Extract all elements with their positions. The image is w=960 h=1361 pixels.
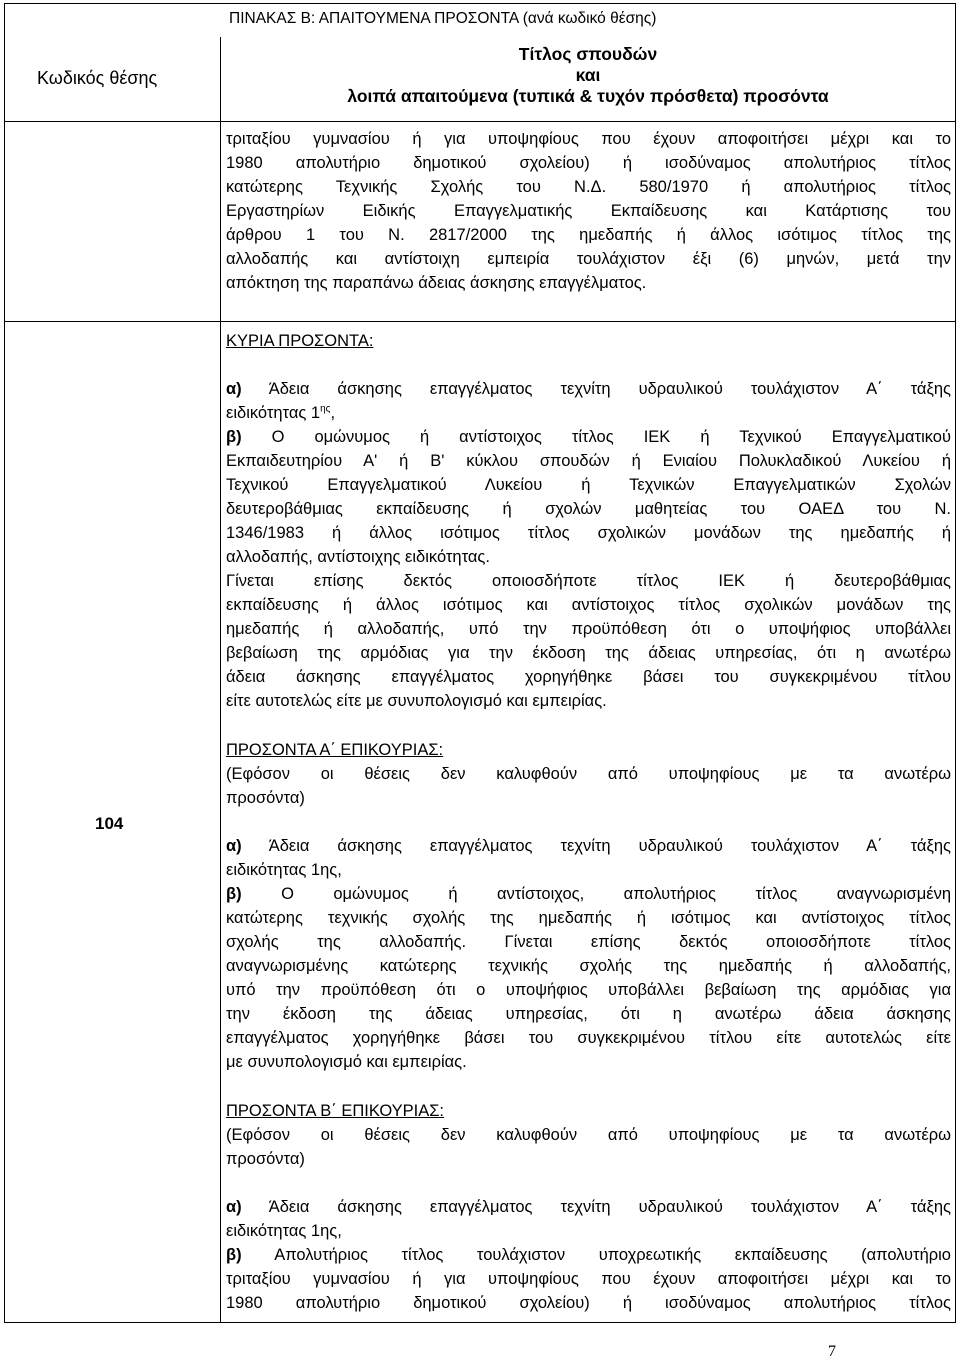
aux-b-a-line1 bbox=[226, 1198, 951, 1217]
table-title: ΠΙΝΑΚΑΣ Β: ΑΠΑΙΤΟΥΜΕΝΑ ΠΡΟΣΟΝΤΑ (ανά κωδικό θέσης) bbox=[229, 10, 657, 27]
aux-b-b-text: Απολυτήριος τίτλος τουλάχιστον υποχρεωτικής εκπαίδευσης (απολυτήριο bbox=[274, 1246, 951, 1264]
main-b-text: Ο ομώνυμος ή αντίστοιχος τίτλος ΙΕΚ ή Τεχνικού Επαγγελματικού bbox=[271, 428, 951, 446]
second-auxiliary-condition: προσόντα) bbox=[226, 1150, 305, 1168]
item-marker: β) bbox=[226, 428, 242, 446]
header-qual-line1: Τίτλος σπουδών bbox=[518, 44, 658, 64]
table-right-border bbox=[955, 3, 956, 1323]
column-divider bbox=[220, 37, 221, 1323]
row1-line: 1980 απολυτήριο δημοτικού σχολείου) ή ισοδύναμος απολυτήριος τίτλος bbox=[226, 154, 951, 172]
main-b-line: 1346/1983 ή άλλος ισότιμος τίτλος σχολικών μονάδων της ημεδαπής ή bbox=[226, 524, 951, 542]
item-marker: β) bbox=[226, 1246, 242, 1264]
main-b-line1 bbox=[226, 428, 951, 447]
aux-a-b-line: επαγγέλματος χορηγήθηκε βάσει του συγκεκριμένου τίτλου είτε αυτοτελώς είτε bbox=[226, 1029, 951, 1047]
row1-line: κατώτερης Τεχνικής Σχολής του Ν.Δ. 580/1970 ή απολυτήριος τίτλος bbox=[226, 178, 951, 196]
item-marker: α) bbox=[226, 380, 242, 398]
header-qual-line2: και bbox=[575, 65, 601, 85]
aux-a-b-line1 bbox=[226, 885, 951, 904]
main-a-text: Άδεια άσκησης επαγγέλματος τεχνίτη υδραυλικού τουλάχιστον Α΄ τάξης bbox=[268, 380, 951, 398]
main-b-line: δευτεροβάθμιας εκπαίδευσης ή σχολών μαθητείας του ΟΑΕΔ του Ν. bbox=[226, 500, 951, 518]
header-code-column: Κωδικός θέσης bbox=[37, 68, 158, 88]
main-extra-line: είτε αυτοτελώς είτε με συνυπολογισμό και εμπειρίας. bbox=[226, 692, 607, 710]
aux-a-b-line: με συνυπολογισμό και εμπειρίας. bbox=[226, 1053, 467, 1071]
row1-line: τριταξίου γυμνασίου ή για υποψηφίους που έχουν αποφοιτήσει μέχρι και το bbox=[226, 130, 951, 148]
superscript: ης bbox=[320, 403, 331, 415]
aux-b-b-line: τριταξίου γυμνασίου ή για υποψηφίους που έχουν αποφοιτήσει μέχρι και το bbox=[226, 1270, 951, 1288]
main-a-text2: ειδικότητας 1 bbox=[226, 404, 321, 422]
aux-b-b-line1 bbox=[226, 1246, 951, 1265]
table-left-border bbox=[4, 3, 5, 1323]
table-bottom-border bbox=[4, 1322, 956, 1323]
row1-line: άρθρου 1 του Ν. 2817/2000 της ημεδαπής ή άλλος ισότιμος τίτλος της bbox=[226, 226, 951, 244]
comma: , bbox=[330, 404, 336, 422]
aux-b-a-line2: ειδικότητας 1ης, bbox=[226, 1222, 342, 1240]
aux-a-a-text: Άδεια άσκησης επαγγέλματος τεχνίτη υδραυλικού τουλάχιστον Α΄ τάξης bbox=[268, 837, 951, 855]
main-extra-line: βεβαίωση της αρμόδιας για την έκδοση της άδειας υπηρεσίας, ότι η ανωτέρω bbox=[226, 644, 951, 662]
aux-a-b-line: σχολής της αλλοδαπής. Γίνεται επίσης δεκτός οποιοσδήποτε τίτλος bbox=[226, 933, 951, 951]
aux-a-b-line: υπό την προϋπόθεση ότι ο υποψήφιος υποβάλλει βεβαίωση της αρμόδιας για bbox=[226, 981, 951, 999]
main-b-line: Τεχνικού Επαγγελματικού Λυκείου ή Τεχνικών Επαγγελματικών Σχολών bbox=[226, 476, 951, 494]
aux-a-b-line: αναγνωρισμένης κατώτερης τεχνικής σχολής της ημεδαπής ή αλλοδαπής, bbox=[226, 957, 951, 975]
main-extra-line: Γίνεται επίσης δεκτός οποιοσδήποτε τίτλος ΙΕΚ ή δευτεροβάθμιας bbox=[226, 572, 951, 590]
first-auxiliary-heading: ΠΡΟΣΟΝΤΑ Α΄ ΕΠΙΚΟΥΡΙΑΣ: bbox=[226, 741, 444, 759]
second-auxiliary-heading: ΠΡΟΣΟΝΤΑ Β΄ ΕΠΙΚΟΥΡΙΑΣ: bbox=[226, 1102, 445, 1120]
aux-a-b-line: κατώτερης τεχνικής σχολής της ημεδαπής ή ισότιμος και αντίστοιχος τίτλος bbox=[226, 909, 951, 927]
main-b-line: αλλοδαπής, αντίστοιχης ειδικότητας. bbox=[226, 548, 490, 566]
item-marker: α) bbox=[226, 1198, 242, 1216]
position-code: 104 bbox=[95, 814, 124, 833]
main-b-line: Εκπαιδευτηρίου Α' ή Β' κύκλου σπουδών ή Ενιαίου Πολυκλαδικού Λυκείου ή bbox=[226, 452, 951, 470]
page-number: 7 bbox=[828, 1343, 836, 1360]
row1-line: απόκτηση της παραπάνω άδειας άσκησης επαγγέλματος. bbox=[226, 274, 647, 292]
aux-a-b-text: Ο ομώνυμος ή αντίστοιχος, απολυτήριος τίτλος αναγνωρισμένη bbox=[281, 885, 951, 903]
main-a-line2 bbox=[226, 404, 335, 423]
row1-line: Εργαστηρίων Ειδικής Επαγγελματικής Εκπαίδευσης και Κατάρτισης του bbox=[226, 202, 951, 220]
header-qualifications-column bbox=[221, 44, 955, 107]
main-extra-line: ημεδαπής ή αλλοδαπής, υπό την προϋπόθεση ότι ο υποψήφιος υποβάλλει bbox=[226, 620, 951, 638]
item-marker: α) bbox=[226, 837, 242, 855]
first-auxiliary-condition: (Εφόσον οι θέσεις δεν καλυφθούν από υποψηφίους με τα ανωτέρω bbox=[226, 765, 951, 783]
row-divider bbox=[4, 321, 956, 322]
aux-b-a-text: Άδεια άσκησης επαγγέλματος τεχνίτη υδραυλικού τουλάχιστον Α΄ τάξης bbox=[268, 1198, 951, 1216]
main-extra-line: άδεια άσκησης επαγγέλματος χορηγήθηκε βάσει του συγκεκριμένου τίτλου bbox=[226, 668, 951, 686]
aux-a-b-line: την έκδοση της άδειας υπηρεσίας, ότι η ανωτέρω άδεια άσκησης bbox=[226, 1005, 951, 1023]
main-qualifications-heading: ΚΥΡΙΑ ΠΡΟΣΟΝΤΑ: bbox=[226, 332, 374, 350]
first-auxiliary-condition: προσόντα) bbox=[226, 789, 305, 807]
table-top-border bbox=[4, 3, 956, 4]
main-extra-line: εκπαίδευσης ή άλλος ισότιμος και αντίστοιχος τίτλος σχολικών μονάδων της bbox=[226, 596, 951, 614]
main-a-line1 bbox=[226, 380, 951, 399]
header-divider bbox=[4, 121, 956, 122]
aux-a-a-line2: ειδικότητας 1ης, bbox=[226, 861, 342, 879]
aux-a-a-line1 bbox=[226, 837, 951, 856]
item-marker: β) bbox=[226, 885, 242, 903]
second-auxiliary-condition: (Εφόσον οι θέσεις δεν καλυφθούν από υποψηφίους με τα ανωτέρω bbox=[226, 1126, 951, 1144]
row1-line: αλλοδαπής και αντίστοιχη εμπειρία τουλάχιστον έξι (6) μηνών, μετά την bbox=[226, 250, 951, 268]
aux-b-b-line: 1980 απολυτήριο δημοτικού σχολείου) ή ισοδύναμος απολυτήριος τίτλος bbox=[226, 1294, 951, 1312]
header-qual-line3: λοιπά απαιτούμενα (τυπικά & τυχόν πρόσθετα) προσόντα bbox=[347, 86, 829, 106]
